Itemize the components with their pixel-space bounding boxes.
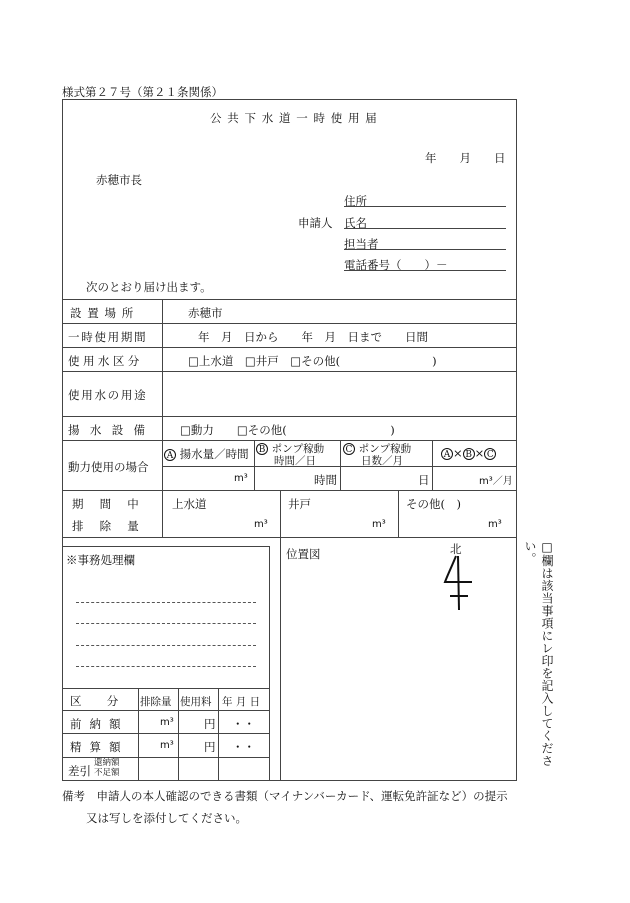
- person-field[interactable]: [344, 249, 506, 250]
- col-c-line2: 日数／月: [361, 455, 403, 467]
- discharge-label-1: 期間中: [72, 497, 155, 511]
- note-line-1: 備考 申請人の本人確認のできる書類（マイナンバーカード、運転免許証など）の提示: [62, 789, 508, 803]
- circle-c-icon: C: [343, 443, 355, 455]
- name-label: 氏名: [344, 216, 367, 230]
- prepaid-date: ・・: [232, 717, 255, 731]
- difference-label: 差引: [68, 764, 91, 778]
- map-box[interactable]: [280, 537, 517, 781]
- unit-m3-a: m³: [234, 473, 248, 484]
- settled-unit-m3: m³: [160, 740, 174, 751]
- office-col-date: 年 月 日: [222, 696, 261, 708]
- phone-label: 電話番号（ ）－: [344, 258, 448, 272]
- refund-label: 還納額: [94, 758, 120, 768]
- unit-m3-month: m³／月: [479, 476, 513, 487]
- period-label: 一時使用期間: [68, 330, 148, 344]
- settled-label: 精算額: [70, 740, 129, 754]
- location-value[interactable]: 赤穂市: [188, 306, 223, 320]
- lead-text: 次のとおり届け出ます。: [86, 280, 212, 294]
- person-label: 担当者: [344, 237, 379, 251]
- unit-hours: 時間: [314, 473, 337, 487]
- unit-m3-tap: m³: [254, 519, 268, 530]
- well-label: 井戸: [288, 497, 311, 511]
- water-type-label: 使用水区分: [68, 354, 143, 368]
- circle-a-icon: A: [441, 448, 453, 460]
- col-b-line1: ポンプ稼動: [271, 443, 325, 455]
- tap-water-label: 上水道: [172, 497, 207, 511]
- col-a-header: [164, 446, 249, 462]
- office-col-kubun: 区 分: [70, 694, 126, 708]
- formula-header: A × B × C: [441, 446, 496, 460]
- date-line: 年 月 日: [425, 151, 506, 165]
- circle-a-icon: A: [164, 449, 176, 461]
- power-label: 動力使用の場合: [68, 460, 149, 474]
- pump-options[interactable]: □動力 □その他( ): [180, 423, 395, 437]
- north-arrow-icon: [442, 552, 476, 612]
- prepaid-unit-m3: m³: [160, 717, 174, 728]
- address-label: 住所: [344, 194, 367, 208]
- discharge-label-2: 排除量: [72, 519, 155, 533]
- phone-field[interactable]: [344, 270, 506, 271]
- prepaid-unit-yen: 円: [204, 717, 216, 731]
- location-label: 設置場所: [70, 306, 139, 320]
- water-type-options[interactable]: □上水道 □井戸 □その他( ): [188, 354, 437, 368]
- form-title: 公共下水道一時使用届: [210, 111, 383, 125]
- circle-c-icon: C: [484, 448, 496, 460]
- office-title: ※事務処理欄: [66, 553, 135, 567]
- circle-b-icon: B: [256, 443, 268, 455]
- side-note: □欄は該当事項にレ印を記入してください。: [523, 540, 554, 767]
- office-col-fee: 使用料: [180, 696, 212, 708]
- shortfall-label: 不足額: [94, 768, 120, 778]
- settled-unit-yen: 円: [204, 740, 216, 754]
- addressee: 赤穂市長: [96, 173, 142, 187]
- north-label: 北: [450, 542, 462, 556]
- purpose-label: 使用水の用途: [68, 388, 148, 402]
- col-a-label: 揚水量／時間: [179, 447, 249, 461]
- office-col-discharge: 排除量: [140, 696, 172, 708]
- settled-date: ・・: [232, 740, 255, 754]
- unit-days: 日: [418, 473, 430, 487]
- prepaid-label: 前納額: [70, 717, 129, 731]
- period-value[interactable]: 年 月 日から 年 月 日まで 日間: [198, 330, 428, 344]
- circle-b-icon: B: [463, 448, 475, 460]
- unit-m3-other: m³: [488, 519, 502, 530]
- unit-m3-well: m³: [372, 519, 386, 530]
- col-c-line1: ポンプ稼動: [358, 443, 412, 455]
- map-title: 位置図: [286, 547, 321, 561]
- note-line-2: 又は写しを添付してください。: [86, 811, 247, 825]
- applicant-label: 申請人: [298, 216, 333, 230]
- col-b-line2: 時間／日: [274, 455, 316, 467]
- pump-label: 揚水設備: [68, 423, 156, 437]
- address-field[interactable]: [344, 206, 506, 207]
- form-number: 様式第２７号（第２１条関係）: [62, 85, 223, 99]
- name-field[interactable]: [344, 228, 506, 229]
- other-label: その他( ): [406, 497, 461, 511]
